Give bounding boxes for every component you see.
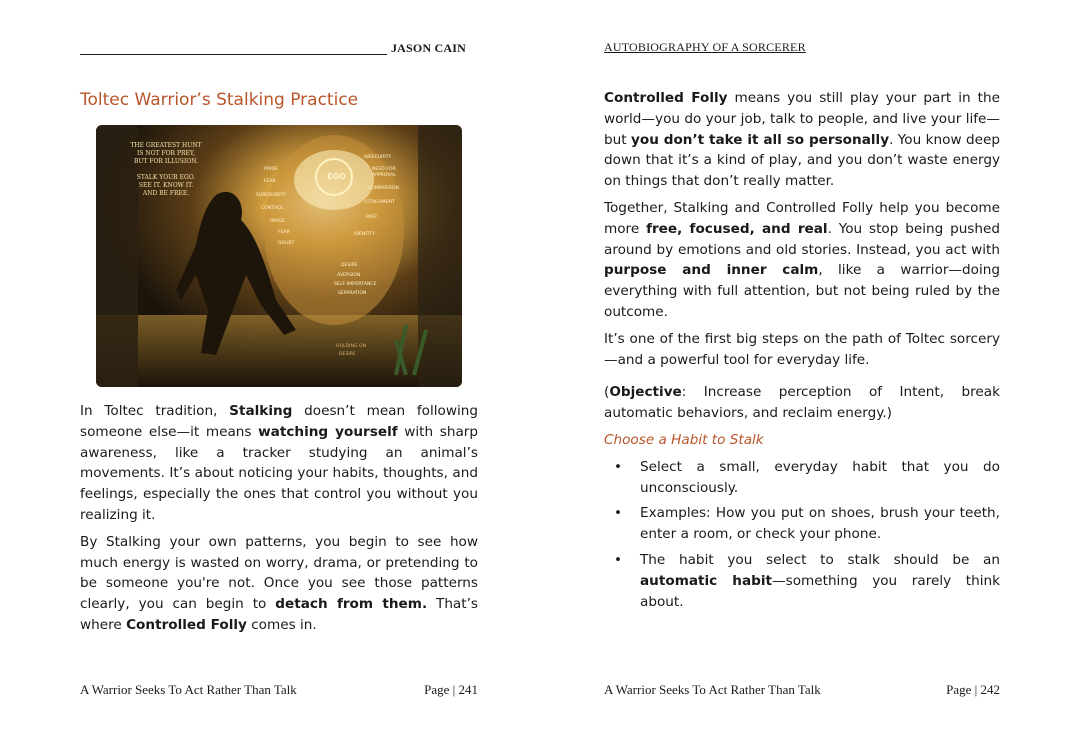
quote-line: IS NOT FOR PREY, xyxy=(136,150,196,157)
right-body xyxy=(604,88,1000,617)
ego-label: INSECURITY xyxy=(364,155,392,160)
list-item: • The habit you select to stalk should be an automatic habit—something you rarely think about. xyxy=(604,550,1000,612)
subheading: Choose a Habit to Stalk xyxy=(604,431,764,448)
paragraph: In Toltec tradition, Stalking doesn’t mean following someone else—it means watching yourself with sharp awareness, like a tracker studying an animal’s movements. It’s about noticing your habits, thoughts, and feelings, especially the ones that control you without you realizing it. xyxy=(80,403,478,523)
ego-label: DESIRE xyxy=(341,263,358,268)
ego-label: PAST xyxy=(366,215,378,220)
paragraph: It’s one of the first big steps on the path of Toltec sorcery—and a powerful tool for everyday life. xyxy=(604,330,1000,368)
ego-label: NEED FOR xyxy=(372,167,396,172)
chapter-title: Toltec Warrior’s Stalking Practice xyxy=(80,90,359,110)
quote-line: THE GREATEST HUNT xyxy=(130,142,202,149)
right-page xyxy=(540,0,1080,740)
ego-label: IMAGE xyxy=(270,219,285,224)
warrior-illustration xyxy=(96,125,462,387)
ego-label: PRIDE xyxy=(264,167,278,172)
page-number: Page | 242 xyxy=(946,682,1000,697)
paragraph: Controlled Folly means you still play your part in the world—you do your job, talk to people, and live your life—but you don’t take it all so personally. You know deep down that it’s a kind of play, and you don’t waste energy on things that don’t really matter. xyxy=(604,90,1000,190)
ego-label: SUPERIORITY xyxy=(256,193,287,198)
left-running-header: JASON CAIN xyxy=(80,40,466,55)
ego-label: FEAR xyxy=(264,179,276,184)
paragraph: By Stalking your own patterns, you begin to see how much energy is wasted on worry, drama, or pretending to be someone you're not. Once you see those patterns clearly, you can begin to detach from them. That’s where Controlled Folly comes in. xyxy=(80,533,478,633)
ego-label: ATTACHMENT xyxy=(364,200,395,205)
ego-label: AVERSION xyxy=(337,273,361,278)
list-item: • Examples: How you put on shoes, brush your teeth, enter a room, or check your phone. xyxy=(604,503,1000,545)
quote-line: BUT FOR ILLUSION. xyxy=(133,158,199,165)
right-footer xyxy=(604,682,1000,698)
footer-tagline: A Warrior Seeks To Act Rather Than Talk xyxy=(80,682,297,697)
ego-label: SEPARATION xyxy=(338,291,367,296)
list-item: • Select a small, everyday habit that you do unconsciously. xyxy=(604,457,1000,499)
footer-tagline: A Warrior Seeks To Act Rather Than Talk xyxy=(604,682,821,697)
ego-label: CONTROL xyxy=(261,206,284,211)
left-body xyxy=(80,401,478,642)
ego-label: IDENTITY xyxy=(354,232,376,237)
bullet-list xyxy=(604,457,1000,613)
ego-label: FEAR xyxy=(278,230,290,235)
objective-paragraph: (Objective: Increase perception of Intent, break automatic behaviors, and reclaim energy.) xyxy=(604,384,1000,422)
ego-label: APPROVAL xyxy=(372,173,396,178)
quote-line: STALK YOUR EGO. xyxy=(136,174,196,181)
ego-label: SELF-IMPORTANCE xyxy=(334,282,377,287)
ego-label: HOLDING ON xyxy=(336,344,367,349)
ego-label: COMPARISON xyxy=(368,186,399,191)
right-running-header: AUTOBIOGRAPHY OF A SORCERER xyxy=(604,40,806,54)
quote-line: SEE IT. KNOW IT. xyxy=(138,182,194,189)
ego-label: DESIRE xyxy=(339,352,356,357)
ego-label: DOUBT xyxy=(278,241,295,246)
left-footer xyxy=(80,682,478,698)
paragraph: Together, Stalking and Controlled Folly help you become more free, focused, and real. You stop being pushed around by emotions and old stories. Instead, you act with purpose and inner calm, like a warrior—doing everything with full attention, but not being ruled by the outcome. xyxy=(604,199,1000,320)
page-number: Page | 241 xyxy=(424,682,478,697)
ego-label: EGO xyxy=(327,172,346,181)
quote-line: AND BE FREE. xyxy=(142,190,190,197)
